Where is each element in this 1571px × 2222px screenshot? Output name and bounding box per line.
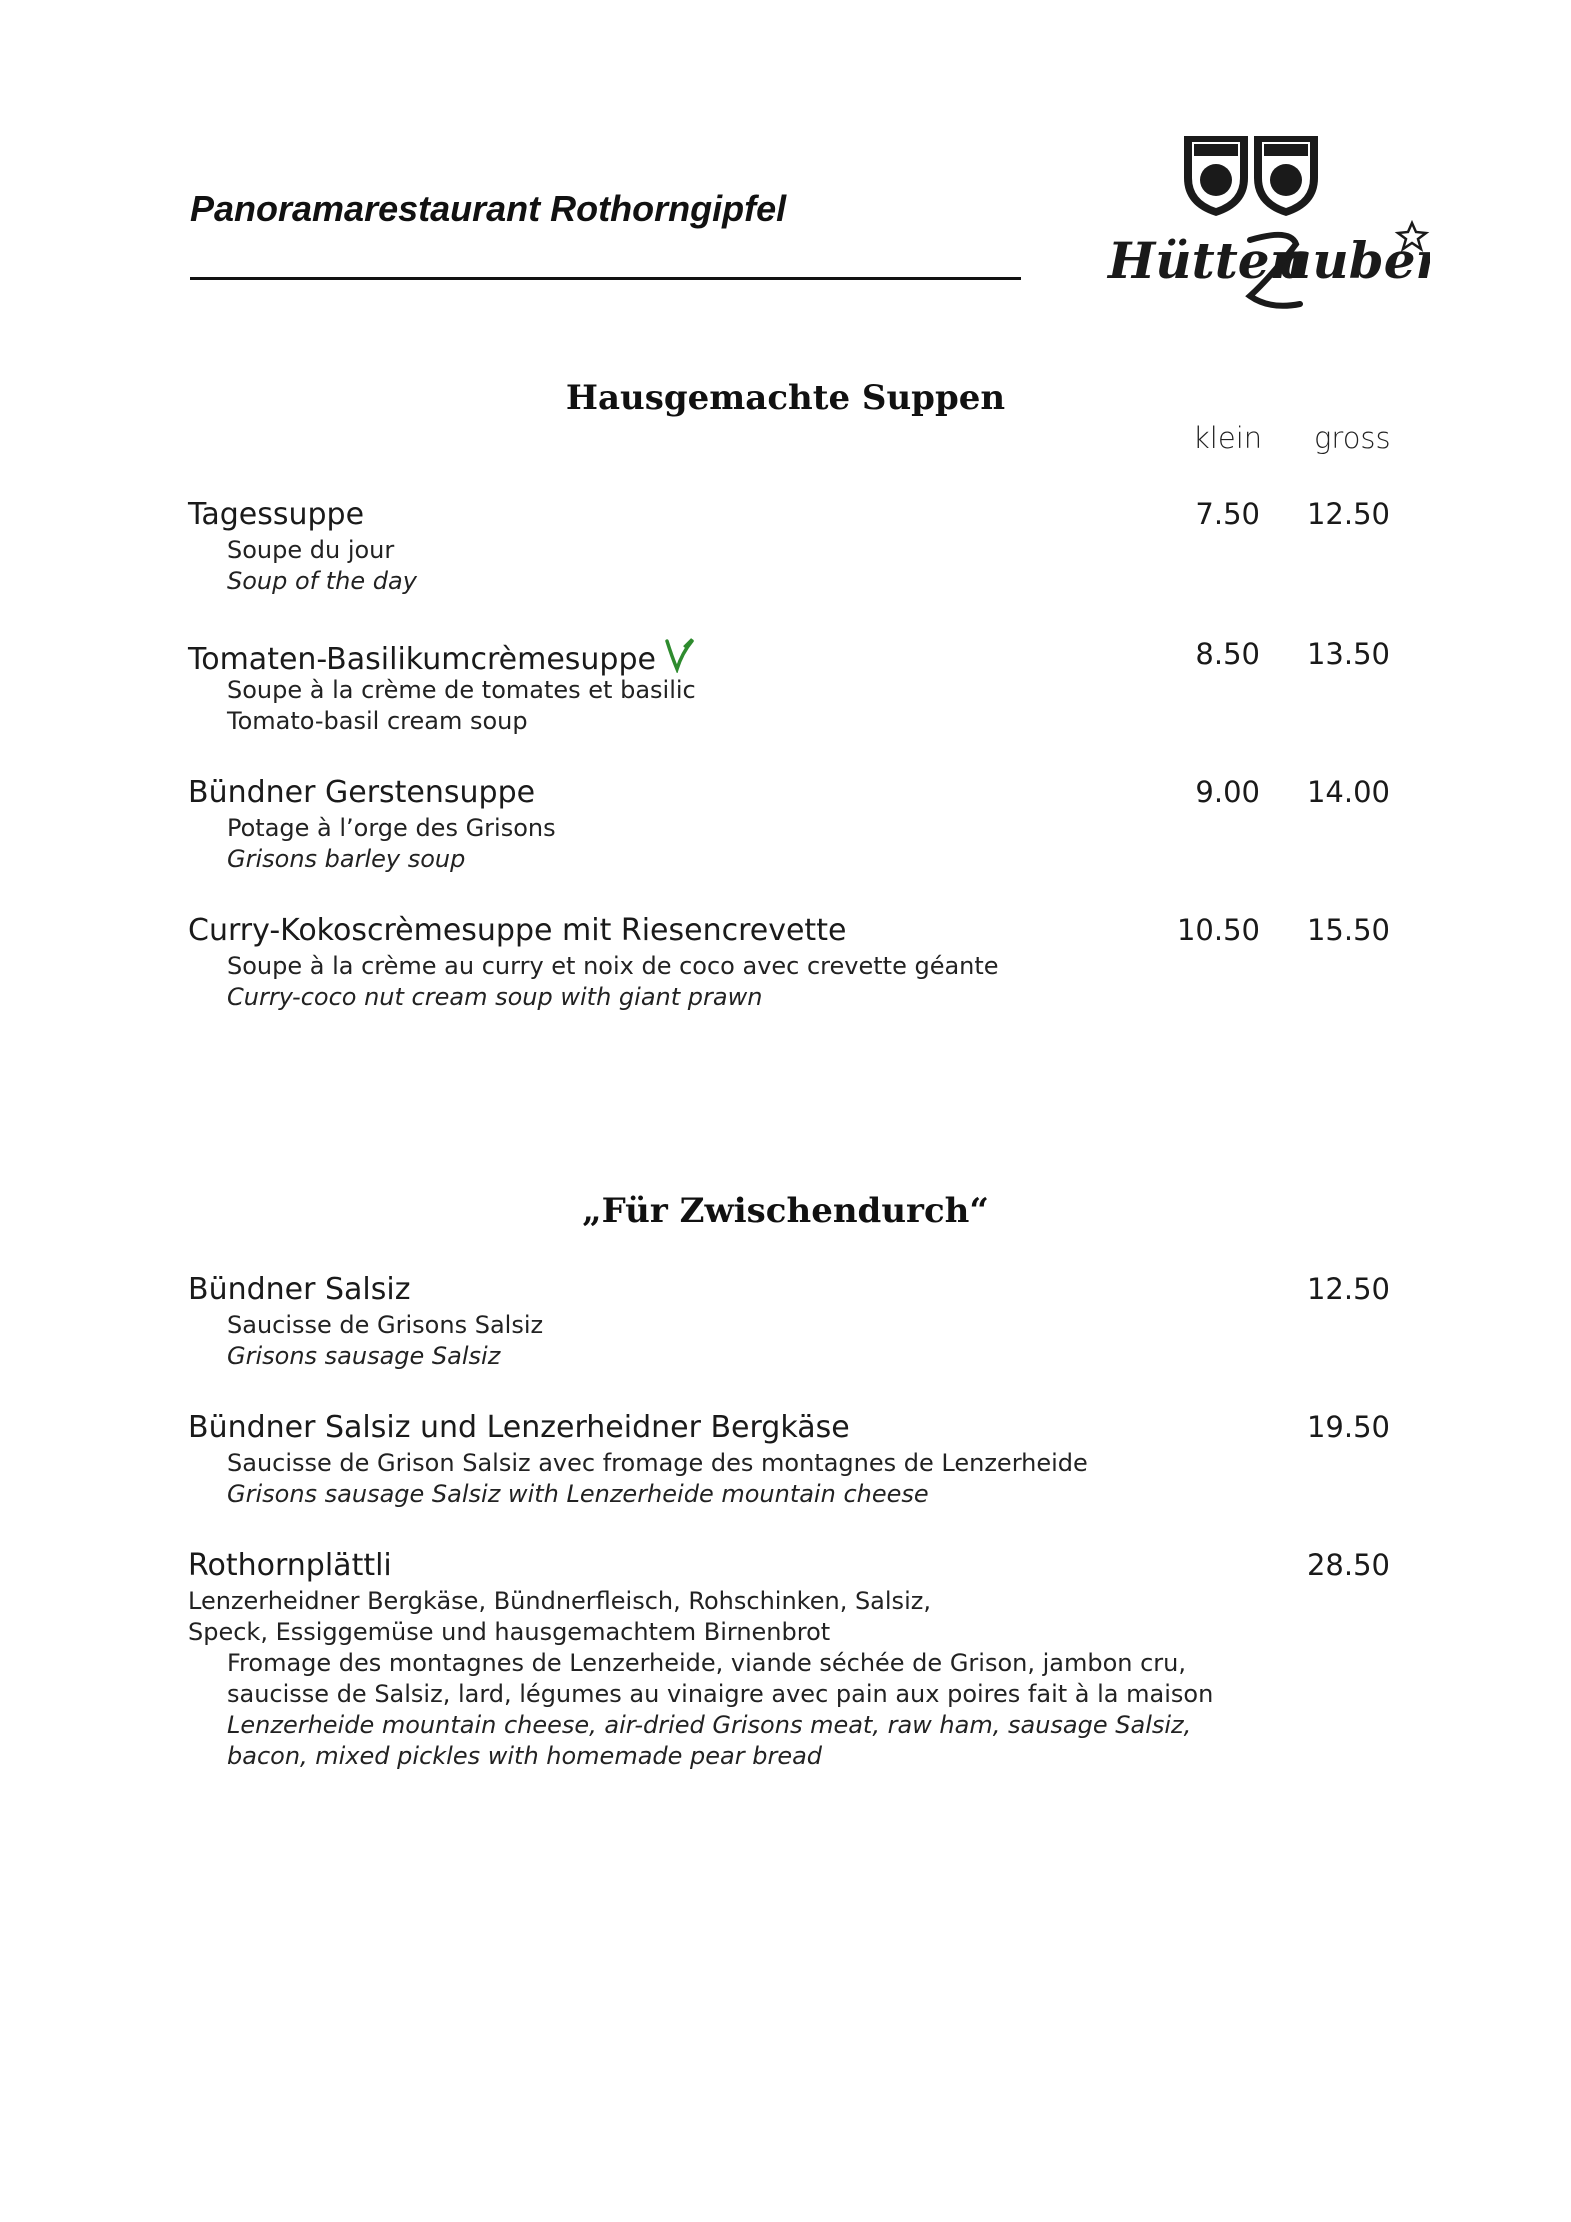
menu-item-name: Bündner Gerstensuppe bbox=[188, 775, 536, 810]
price-large: 14.00 bbox=[1306, 775, 1390, 809]
svg-text:Hütten: Hütten bbox=[1108, 231, 1306, 290]
menu-item-french: Soupe à la crème au curry et noix de coco avec crevette géante bbox=[227, 952, 999, 980]
menu-item-french: Saucisse de Grison Salsiz avec fromage des montagnes de Lenzerheide bbox=[227, 1449, 1088, 1477]
price-small: 8.50 bbox=[1195, 637, 1260, 671]
menu-item-english: Curry-coco nut cream soup with giant prawn bbox=[227, 983, 763, 1011]
menu-item-english: Grisons barley soup bbox=[227, 845, 466, 873]
menu-item-name: Rothornplättli bbox=[188, 1548, 392, 1583]
menu-item-english: Tomato-basil cream soup bbox=[227, 707, 528, 735]
menu-item-english: Grisons sausage Salsiz bbox=[227, 1342, 501, 1370]
price-small: 10.50 bbox=[1176, 913, 1260, 947]
menu-item-name: Tomaten-Basilikumcrèmesuppe bbox=[188, 642, 656, 677]
section-title-soups: Hausgemachte Suppen bbox=[565, 378, 1006, 418]
price-small: 9.00 bbox=[1195, 775, 1260, 809]
section-title-snacks: „Für Zwischendurch“ bbox=[582, 1191, 989, 1231]
huettenzauber-logo bbox=[1100, 128, 1430, 318]
price-large: 15.50 bbox=[1306, 913, 1390, 947]
price-small: 7.50 bbox=[1195, 497, 1260, 531]
menu-item-name: Bündner Salsiz bbox=[188, 1272, 411, 1307]
price: 12.50 bbox=[1306, 1272, 1390, 1306]
menu-item-english: Grisons sausage Salsiz with Lenzerheide mountain cheese bbox=[227, 1480, 929, 1508]
vegan-leaf-icon bbox=[664, 637, 694, 681]
svg-text:auber: auber bbox=[1280, 231, 1430, 290]
menu-item-name-row bbox=[188, 637, 694, 681]
menu-item-name: Bündner Salsiz und Lenzerheidner Bergkäse bbox=[188, 1410, 850, 1445]
column-header-large: gross bbox=[1314, 421, 1391, 455]
menu-item-french: Soupe du jour bbox=[227, 536, 395, 564]
menu-item-french: Fromage des montagnes de Lenzerheide, viande séchée de Grison, jambon cru, bbox=[227, 1649, 1187, 1677]
menu-item-english: Lenzerheide mountain cheese, air-dried Grisons meat, raw ham, sausage Salsiz, bbox=[227, 1711, 1192, 1739]
menu-item-name: Curry-Kokoscrèmesuppe mit Riesencrevette bbox=[188, 913, 847, 948]
restaurant-title: Panoramarestaurant Rothorngipfel bbox=[190, 188, 787, 229]
header-divider bbox=[190, 277, 1021, 280]
price: 19.50 bbox=[1306, 1410, 1390, 1444]
menu-item-french: Potage à l’orge des Grisons bbox=[227, 814, 556, 842]
price-large: 12.50 bbox=[1306, 497, 1390, 531]
column-header-small: klein bbox=[1193, 421, 1263, 455]
menu-item-name: Tagessuppe bbox=[188, 497, 365, 532]
menu-item-english: Soup of the day bbox=[227, 567, 417, 595]
menu-item-german-desc: Lenzerheidner Bergkäse, Bündnerfleisch, Rohschinken, Salsiz, bbox=[188, 1587, 931, 1615]
menu-item-french: Soupe à la crème de tomates et basilic bbox=[227, 676, 696, 704]
menu-item-french: saucisse de Salsiz, lard, légumes au vinaigre avec pain aux poires fait à la maison bbox=[227, 1680, 1214, 1708]
price: 28.50 bbox=[1306, 1548, 1390, 1582]
menu-item-french: Saucisse de Grisons Salsiz bbox=[227, 1311, 544, 1339]
price-large: 13.50 bbox=[1306, 637, 1390, 671]
menu-item-german-desc: Speck, Essiggemüse und hausgemachtem Birnenbrot bbox=[188, 1618, 831, 1646]
menu-item-english: bacon, mixed pickles with homemade pear bread bbox=[227, 1742, 823, 1770]
